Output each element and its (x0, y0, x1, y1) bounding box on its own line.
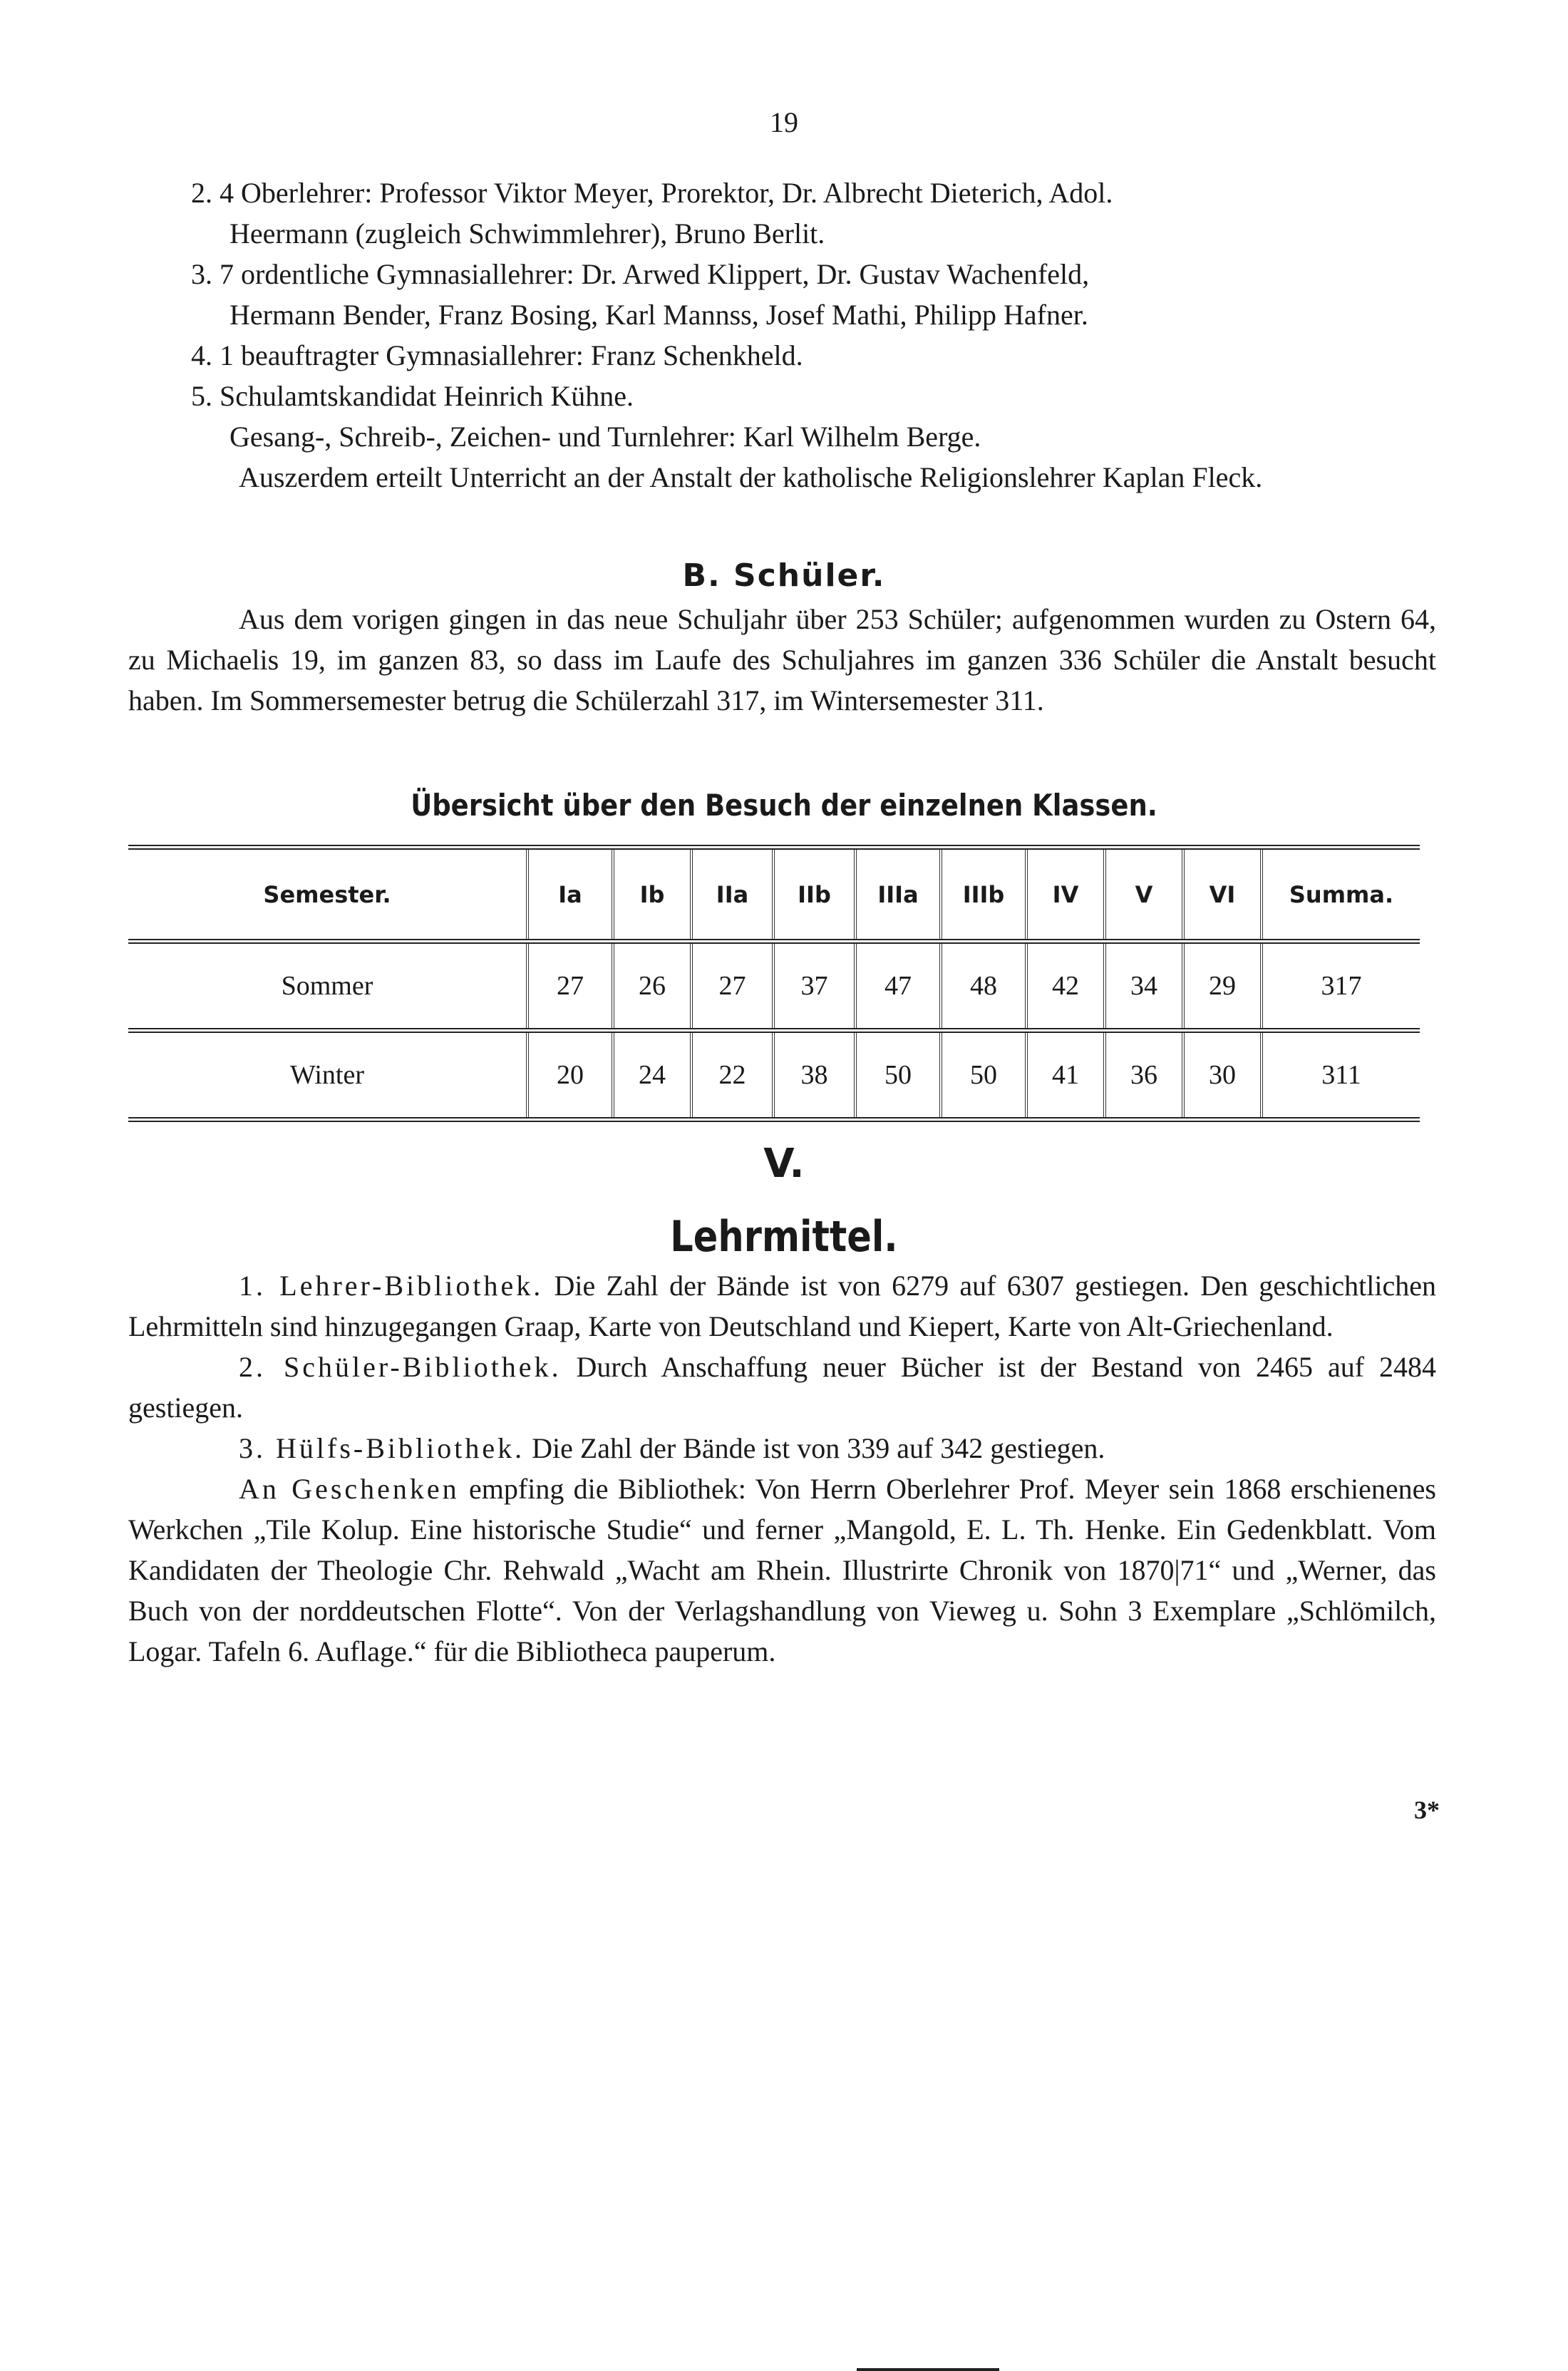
table-cell: 38 (773, 1031, 855, 1120)
column-header: IIIb (941, 848, 1026, 942)
column-header: IIIa (855, 848, 941, 942)
table-cell: 47 (855, 942, 941, 1031)
section-v-title: Lehrmittel. (670, 1212, 898, 1262)
paragraph-lead: 3. Hülfs-Bibliothek. (239, 1432, 525, 1464)
table-cell: 26 (613, 942, 691, 1031)
staff-item: 2. 4 Oberlehrer: Professor Viktor Meyer, Prorektor, Dr. Albrecht Dieterich, Adol. (191, 177, 1113, 209)
paragraph-lead: An Geschenken (239, 1473, 460, 1505)
paragraph (128, 1265, 1436, 1347)
table-cell: 29 (1183, 942, 1262, 1031)
column-header: Semester. (128, 848, 527, 942)
class-attendance-table (128, 845, 1420, 1122)
special-teachers: Gesang-, Schreib-, Zeichen- und Turnlehrer: Karl Wilhelm Berge. (229, 421, 981, 453)
table-cell: 24 (613, 1031, 691, 1120)
column-header: Ia (527, 848, 613, 942)
paragraph (128, 1347, 1436, 1428)
paragraph-lead: 2. Schüler-Bibliothek. (239, 1351, 562, 1383)
paragraph-lead: 1. Lehrer-Bibliothek. (239, 1270, 544, 1302)
page-number: 19 (770, 106, 798, 138)
table-cell: Winter (290, 1060, 364, 1090)
table-cell: 50 (855, 1031, 941, 1120)
paragraph-text: empfing die Bibliothek: Von Herrn Oberlehrer Prof. Meyer sein 1868 erschienenes Werkchen „Tile Kolup. Eine historische Studie“ und ferner „Mangold, E. L. Th. Henke. Ein Gedenkblatt. Vom Kandidaten der Theologie Chr. Rehwald „Wacht am Rhein. Illustrirte Chronik von 1870|71“ und „Werner, das Buch von der norddeutschen Flotte“. Von der Verlagshandlung von Vieweg u. Sohn 3 Exemplare „Schlömilch, Logar. Tafeln 6. Auflage.“ für die Bibliotheca pauperum. (128, 1473, 1436, 1667)
table-title: Übersicht über den Besuch der einzelnen Klassen. (411, 788, 1157, 823)
section-b-heading: B. Schüler. (682, 557, 886, 594)
staff-item: 4. 1 beauftragter Gymnasiallehrer: Franz Schenkheld. (191, 339, 803, 371)
column-header: IV (1026, 848, 1105, 942)
table-cell: 22 (691, 1031, 773, 1120)
paragraph (128, 1428, 1436, 1469)
section-v-numeral: V. (763, 1141, 805, 1187)
religion-note: Auszerdem erteilt Unterricht an der Anstalt der katholische Religionslehrer Kaplan Fleck. (239, 461, 1263, 493)
table-cell: 311 (1262, 1031, 1420, 1120)
staff-item: 5. Schulamtskandidat Heinrich Kühne. (191, 380, 634, 412)
table-cell: 317 (1262, 942, 1420, 1031)
table-cell: 20 (527, 1031, 613, 1120)
paragraph-text: Die Zahl der Bände ist von 6279 auf 6307 gestiegen. Den geschichtlichen Lehrmitteln sind hinzugegangen Graap, Karte von Deutschland und Kiepert, Karte von Alt-Griechenland. (128, 1270, 1436, 1342)
table-row (128, 1031, 1420, 1120)
column-header: IIa (691, 848, 773, 942)
staff-item-continuation: Heermann (zugleich Schwimmlehrer), Bruno Berlit. (229, 217, 825, 250)
table-cell: 42 (1026, 942, 1105, 1031)
staff-list (128, 173, 1436, 498)
section-b-paragraph: Aus dem vorigen gingen in das neue Schuljahr über 253 Schüler; aufgenommen wurden zu Ostern 64, zu Michaelis 19, im ganzen 83, so dass im Laufe des Schuljahres im ganzen 336 Schüler die Anstalt besucht haben. Im Sommersemester betrug die Schülerzahl 317, im Wintersemester 311. (128, 603, 1436, 716)
paragraph-text: Durch Anschaffung neuer Bücher ist der Bestand von 2465 auf 2484 gestiegen. (128, 1351, 1436, 1424)
table-cell: 41 (1026, 1031, 1105, 1120)
table-cell: 50 (941, 1031, 1026, 1120)
column-header: VI (1183, 848, 1262, 942)
column-header: IIb (773, 848, 855, 942)
table-header-row (128, 848, 1420, 942)
table-cell: 27 (527, 942, 613, 1031)
staff-item: 3. 7 ordentliche Gymnasiallehrer: Dr. Arwed Klippert, Dr. Gustav Wachenfeld, (191, 258, 1090, 290)
end-rule (857, 2368, 999, 2371)
signature-mark: 3* (1414, 1796, 1440, 1824)
table-cell: 27 (691, 942, 773, 1031)
table-cell: 30 (1183, 1031, 1262, 1120)
column-header: Ib (613, 848, 691, 942)
table-cell: Sommer (128, 942, 527, 1031)
staff-item-continuation: Hermann Bender, Franz Bosing, Karl Mannss, Josef Mathi, Philipp Hafner. (229, 299, 1088, 331)
paragraph-text: Die Zahl der Bände ist von 339 auf 342 gestiegen. (525, 1432, 1105, 1464)
table-cell: 37 (773, 942, 855, 1031)
column-header: V (1105, 848, 1183, 942)
table-row (128, 942, 1420, 1031)
table-cell: 48 (941, 942, 1026, 1031)
paragraph (128, 1469, 1436, 1672)
section-v-body (128, 1265, 1436, 1672)
table-cell: 36 (1105, 1031, 1183, 1120)
column-header: Summa. (1262, 848, 1420, 942)
table-cell: 34 (1105, 942, 1183, 1031)
